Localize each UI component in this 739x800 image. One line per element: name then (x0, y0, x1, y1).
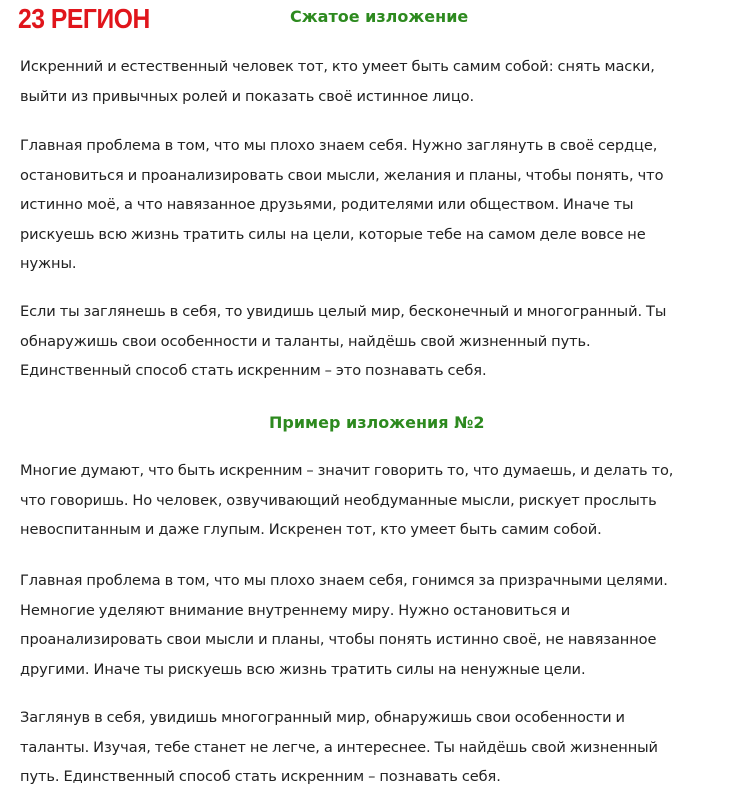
text-line: проанализировать свои мысли и планы, чтобы понять истинно своё, не навязанное (20, 631, 657, 648)
section-heading-compressed: Сжатое изложение (290, 7, 469, 26)
site-logo[interactable]: 23 РЕГИОН (18, 3, 150, 34)
text-line: нужны. (20, 255, 77, 272)
paragraph (20, 131, 732, 279)
text-line: другими. Иначе ты рискуешь всю жизнь тратить силы на ненужные цели. (20, 660, 586, 678)
text-line: путь. Единственный способ стать искренним – познавать себя. (20, 768, 501, 785)
text-line: истинно моё, а что навязанное друзьями, родителями или обществом. Иначе ты (20, 196, 634, 213)
text-line: остановиться и проанализировать свои мысли, желания и планы, чтобы понять, что (20, 166, 664, 184)
text-line: таланты. Изучая, тебе станет не легче, а интереснее. Ты найдёшь свой жизненный (20, 738, 658, 756)
text-line: Главная проблема в том, что мы плохо знаем себя. Нужно заглянуть в своё сердце, (20, 137, 658, 154)
text-line: Заглянув в себя, увидишь многогранный мир, обнаружишь свои особенности и (20, 709, 625, 726)
text-line: Многие думают, что быть искренним – значит говорить то, что думаешь, и делать то, (20, 462, 674, 479)
text-line: невоспитанным и даже глупым. Искренен тот, кто умеет быть самим собой. (20, 521, 602, 538)
text-line: рискуешь всю жизнь тратить силы на цели, которые тебе на самом деле вовсе не (20, 225, 646, 243)
paragraph (20, 456, 732, 545)
text-line: Искренний и естественный человек тот, кто умеет быть самим собой: снять маски, (20, 58, 655, 75)
text-line: Единственный способ стать искренним – это познавать себя. (20, 362, 487, 379)
paragraph (20, 297, 732, 386)
text-line: Немногие уделяют внимание внутреннему миру. Нужно остановиться и (20, 601, 571, 619)
text-line: обнаружишь свои особенности и таланты, найдёшь свой жизненный путь. (20, 332, 591, 350)
paragraph (20, 52, 732, 111)
text-line: Если ты заглянешь в себя, то увидишь целый мир, бесконечный и многогранный. Ты (20, 303, 667, 320)
text-line: что говоришь. Но человек, озвучивающий необдуманные мысли, рискует прослыть (20, 491, 657, 509)
text-line: выйти из привычных ролей и показать своё истинное лицо. (20, 87, 475, 105)
paragraph (20, 566, 732, 684)
section-heading-example-2: Пример изложения №2 (269, 413, 485, 432)
paragraph (20, 703, 732, 792)
text-line: Главная проблема в том, что мы плохо знаем себя, гонимся за призрачными целями. (20, 572, 668, 589)
